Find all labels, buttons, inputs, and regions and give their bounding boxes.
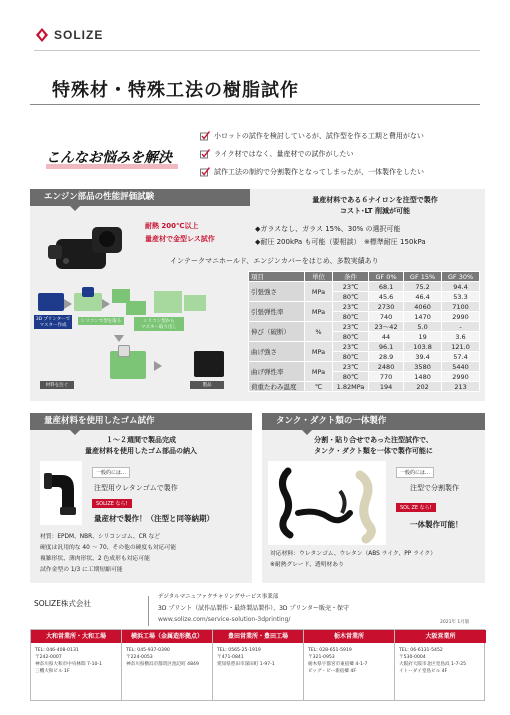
general-text: 注型で分割製作	[410, 484, 459, 492]
col-header: GF 0%	[369, 272, 404, 282]
office-card	[395, 630, 486, 700]
general-text: 注型用ウレタンゴムで製作	[94, 484, 178, 492]
problem-item	[200, 145, 490, 163]
edition-date: 2021年 1月版	[440, 620, 470, 625]
cell: 19	[404, 332, 442, 342]
office-tel: TEL: 06-6131-5452	[399, 648, 443, 653]
duct-image	[268, 461, 386, 545]
problem-text: 試作工法の制約で分割製作となってしまったが、一体製作をしたい	[214, 168, 424, 176]
office-name: 横浜工場（金属造形拠点）	[122, 630, 212, 643]
engine-desc-line: 量産材料である６ナイロンを注型で製作	[312, 196, 438, 204]
rubber-lead-line: １～２週間で製品完成	[106, 436, 176, 444]
cell: 770	[369, 372, 404, 382]
tank-panel	[262, 413, 485, 583]
cell: 1480	[404, 372, 442, 382]
problem-text: ライク材ではなく、量産材での試作がしたい	[214, 150, 354, 158]
engine-subcaption: インテークマニホールド、エンジンカバーをはじめ、多数実績あり	[170, 257, 379, 265]
product-image	[194, 351, 224, 377]
col-header: 条件	[333, 272, 369, 282]
cell: 5.0	[404, 322, 442, 332]
brand-name: SOLIZE	[54, 28, 104, 42]
office-footer	[30, 629, 485, 701]
rubber-spec: 硬度は汎用的な 40 ～ 70、その他の硬度も対応可能	[40, 545, 177, 551]
cell: 80℃	[333, 312, 369, 322]
company-division: デジタルマニュファクチャリングサービス事業部	[158, 594, 279, 600]
company-name: SOLIZE株式会社	[34, 599, 91, 608]
office-tel: TEL: 0565-25-1919	[217, 648, 261, 653]
checkbox-icon	[200, 149, 210, 159]
rubber-heading: 量産材料を使用したゴム試作	[30, 413, 252, 430]
office-card	[122, 630, 213, 700]
cell: 80℃	[333, 292, 369, 302]
solize-logo-icon	[34, 27, 50, 43]
company-divider	[148, 596, 149, 626]
row-unit: %	[305, 322, 333, 342]
engine-desc-line: コスト･LT 削減が可能	[339, 207, 410, 215]
silicone-mold-open	[154, 291, 182, 313]
office-address: 大阪府大阪市北区堂島浜 1-7-25 イトーダイ堂島ビル 4F	[399, 662, 466, 674]
spec-table	[248, 271, 480, 392]
office-tel: TEL: 046-408-0131	[35, 648, 79, 653]
row-unit: MPa	[305, 282, 333, 302]
flow-label: シリコンで型を取る	[78, 317, 124, 325]
table-row	[249, 382, 480, 392]
cell: 57.4	[442, 352, 480, 362]
office-tel: TEL: 045-937-0390	[126, 648, 170, 653]
office-name: 豊田営業所・豊田工場	[213, 630, 303, 643]
office-address: 神奈川県大和市中央林間 7-10-1 三機大和ビル 1F	[35, 662, 102, 674]
cell: 2990	[442, 372, 480, 382]
cell: 44	[369, 332, 404, 342]
cell: 46.4	[404, 292, 442, 302]
col-header: 単位	[305, 272, 333, 282]
engine-heading: エンジン部品の性能評価試験	[30, 189, 250, 206]
tank-specs	[270, 549, 482, 571]
cell: 5440	[442, 362, 480, 372]
cell: 96.1	[369, 342, 404, 352]
row-item: 伸び（破断）	[249, 322, 305, 342]
flow-label: シリコン型から マスター取り出し	[134, 317, 184, 331]
tank-lead-line: 分割・貼り合せであった注型試作で、	[314, 436, 433, 444]
office-address: 神奈川県横浜市都筑区池辺町 4849	[126, 662, 199, 667]
rubber-elbow-image	[40, 461, 82, 525]
cell: 1470	[404, 312, 442, 322]
tank-lead-line: タンク・ダクト類を一体で製作可能に	[314, 447, 433, 455]
rubber-lead	[30, 435, 252, 457]
duct-frame	[268, 461, 386, 545]
cell: 202	[404, 382, 442, 392]
cell: 80℃	[333, 332, 369, 342]
col-header: GF 30%	[442, 272, 480, 282]
silicone-mold-half	[184, 295, 206, 311]
header-divider	[34, 50, 480, 51]
engine-bullet: ◆耐圧 200kPa も可能（要相談） ※標準耐圧 150kPa	[255, 238, 426, 246]
engine-part-image	[42, 217, 132, 277]
cell: 94.4	[442, 282, 480, 292]
general-tag: 一般的には…	[92, 467, 130, 478]
row-item: 引張強さ	[249, 282, 305, 302]
cell: 121.0	[442, 342, 480, 352]
problem-list	[200, 127, 490, 181]
page-title: 特殊材・特殊工法の樹脂試作	[52, 80, 299, 101]
office-zip: 〒321-0953	[308, 655, 335, 660]
cell: 75.2	[404, 282, 442, 292]
cell: 3580	[404, 362, 442, 372]
office-card	[213, 630, 304, 700]
engine-red-notes	[145, 220, 215, 246]
col-header: GF 15%	[404, 272, 442, 282]
tank-heading: タンク・ダクト類の一体製作	[262, 413, 485, 430]
cell: 53.3	[442, 292, 480, 302]
cell: 740	[369, 312, 404, 322]
cell: 23℃	[333, 362, 369, 372]
general-tag: 一般的には…	[396, 467, 434, 478]
office-body	[213, 643, 303, 672]
material-cup	[118, 345, 130, 357]
rubber-spec: 複雑形状、薄肉形状、2 色成形も対応可能	[40, 556, 150, 562]
office-body	[122, 643, 212, 672]
office-zip: 〒530-0004	[399, 655, 426, 660]
office-zip: 〒224-0053	[126, 655, 153, 660]
flow-label: 3D プリンターで マスター作成	[35, 317, 71, 328]
office-zip: 〒471-0841	[217, 655, 244, 660]
cell: 68.1	[369, 282, 404, 292]
table-row	[249, 342, 480, 352]
table-row	[249, 362, 480, 372]
engine-bullets	[255, 223, 485, 249]
mold-half-bottom	[126, 301, 146, 315]
office-body	[304, 643, 394, 679]
cell: 4060	[404, 302, 442, 312]
cell: 1.82MPa	[333, 382, 369, 392]
office-name: 栃木営業所	[304, 630, 394, 643]
row-unit: MPa	[305, 362, 333, 382]
office-card	[31, 630, 122, 700]
cell: 80℃	[333, 372, 369, 382]
arrow-down-icon	[114, 335, 124, 342]
cell: 2990	[442, 312, 480, 322]
flow-label: 製品	[190, 381, 224, 389]
engine-red-note: 耐熱 200℃以上	[145, 222, 199, 230]
solize-tag: SOL ZE なら!	[396, 503, 436, 512]
problem-item	[200, 127, 490, 145]
checkbox-icon	[200, 131, 210, 141]
arrow-icon	[102, 299, 110, 309]
flow-label: 材料を注ぐ	[40, 381, 74, 389]
cell: 23℃	[333, 282, 369, 292]
cell: 213	[442, 382, 480, 392]
rubber-part-frame	[40, 461, 82, 525]
office-body	[31, 643, 121, 679]
problem-text: 小ロットの試作を検討しているが、試作型を作る工期と費用がない	[214, 132, 424, 140]
master-model	[38, 293, 64, 311]
office-card	[304, 630, 395, 700]
title-divider	[30, 104, 480, 105]
row-item: 曲げ弾性率	[249, 362, 305, 382]
cell: 3.6	[442, 332, 480, 342]
cell: 23～42	[369, 322, 404, 332]
rubber-spec: 試作金型の 1/3 に工期短縮可能	[40, 567, 123, 573]
row-unit: MPa	[305, 342, 333, 362]
office-address: 栃木県宇都宮市東宿郷 4-1-7 ビッグ・ビー新宿郷 4F	[308, 662, 368, 674]
solize-tag: SOLIZE なら!	[92, 499, 132, 508]
company-services: 3D プリント（試作品製作・最終製品製作）、3D プリンター販売・保守	[158, 605, 349, 612]
cell: 28.9	[369, 352, 404, 362]
spec-header-row	[249, 272, 480, 282]
tank-spec: 対応材料：ウレタンゴム、ウレタン（ABS ライク、PP ライク）	[270, 551, 437, 557]
office-address: 愛知県豊田市深田町 1-97-1	[217, 662, 275, 667]
table-row	[249, 302, 480, 312]
engine-bullet: ◆ガラスなし、ガラス 15%、30% の選択可能	[255, 225, 401, 233]
process-flow	[34, 285, 239, 397]
brand-logo	[34, 27, 103, 43]
engine-desc-title	[270, 195, 480, 217]
cell: 23℃	[333, 322, 369, 332]
rubber-specs	[40, 532, 246, 576]
cell: 2480	[369, 362, 404, 372]
solize-text: 一体製作可能！	[410, 520, 463, 529]
row-item: 引張弾性率	[249, 302, 305, 322]
rubber-spec: 材質：EPDM、NBR、シリコンゴム、CR など	[40, 534, 161, 540]
master-in-mold	[82, 287, 94, 297]
cell: 39.4	[404, 352, 442, 362]
cell: 23℃	[333, 302, 369, 312]
arrow-icon	[64, 299, 72, 309]
tank-lead	[262, 435, 485, 457]
cell: 45.6	[369, 292, 404, 302]
row-item: 曲げ強さ	[249, 342, 305, 362]
office-name: 大阪営業所	[395, 630, 486, 643]
col-header: 項目	[249, 272, 305, 282]
problem-item	[200, 163, 490, 181]
problems-heading: こんなお悩みを解決	[46, 150, 172, 166]
rubber-panel	[30, 413, 252, 583]
spec-table-wrap	[248, 271, 480, 392]
office-body	[395, 643, 486, 679]
cell: 23℃	[333, 342, 369, 352]
tank-spec: ※耐熱グレード、透明材あり	[270, 562, 344, 568]
engine-red-note: 量産材で金型レス試作	[145, 235, 215, 243]
cell: 194	[369, 382, 404, 392]
solize-text: 量産材で製作！（注型と同等納期）	[94, 514, 214, 523]
cell: 80℃	[333, 352, 369, 362]
row-unit: ℃	[305, 382, 333, 392]
office-zip: 〒242-0007	[35, 655, 62, 660]
rubber-lead-line: 量産材料を使用したゴム部品の納入	[85, 447, 197, 455]
arrow-icon	[154, 361, 162, 371]
office-name: 大和営業所・大和工場	[31, 630, 121, 643]
checkbox-icon	[200, 167, 210, 177]
company-url[interactable]: www.solize.com/service-solution-3dprinting/	[158, 616, 291, 623]
cell: 2730	[369, 302, 404, 312]
table-row	[249, 282, 480, 292]
table-row	[249, 322, 480, 332]
office-tel: TEL: 028-651-5919	[308, 648, 352, 653]
row-item: 荷重たわみ温度	[249, 382, 305, 392]
company-info	[158, 592, 478, 625]
cell: 7100	[442, 302, 480, 312]
cell: -	[442, 322, 480, 332]
cell: 103.8	[404, 342, 442, 352]
engine-panel	[30, 189, 485, 401]
row-unit: MPa	[305, 302, 333, 322]
